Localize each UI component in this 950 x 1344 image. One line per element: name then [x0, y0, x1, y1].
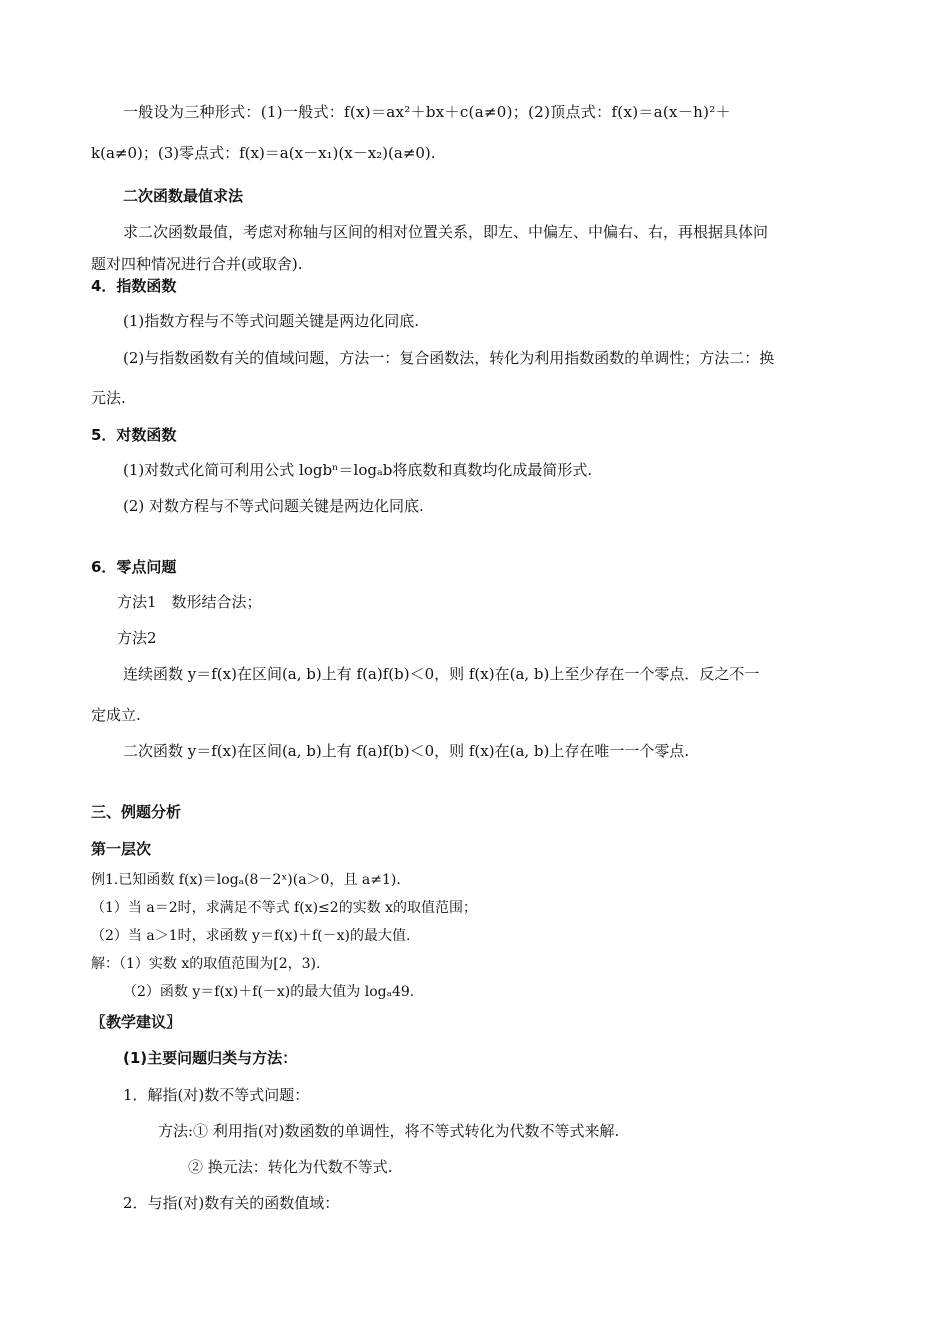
section-heading: 〖教学建议〗 [91, 1013, 182, 1031]
section-heading: (1)主要问题归类与方法： [123, 1049, 298, 1067]
text-line: 定成立. [91, 706, 141, 724]
text-line: （1）当 a＝2时，求满足不等式 f(x)≤2的实数 x的取值范围； [91, 900, 478, 916]
section-heading: 第一层次 [91, 840, 152, 858]
text-line: 求二次函数最值，考虑对称轴与区间的相对位置关系，即左、中偏左、中偏右、右，再根据具体问 [123, 223, 769, 241]
text-line: 解：（1）实数 x的取值范围为[2，3). [91, 956, 321, 972]
text-line: 一般设为三种形式：(1)一般式：f(x)＝ax²＋bx＋c(a≠0)；(2)顶点式：f(x)＝a(x－h)²＋ [123, 103, 731, 121]
text-line: (1)指数方程与不等式问题关键是两边化同底. [123, 312, 420, 330]
text-line: 方法:① 利用指(对)数函数的单调性，将不等式转化为代数不等式来解. [158, 1122, 620, 1140]
text-line: 例1.已知函数 f(x)＝logₐ(8－2ˣ)(a＞0，且 a≠1). [91, 872, 401, 888]
text-line: （2）函数 y＝f(x)＋f(－x)的最大值为 logₐ49. [123, 984, 415, 1000]
text-line: ② 换元法：转化为代数不等式. [188, 1158, 393, 1176]
text-line: （2）当 a＞1时，求函数 y＝f(x)＋f(－x)的最大值. [91, 928, 411, 944]
text-line: 二次函数 y＝f(x)在区间(a, b)上有 f(a)f(b)＜0，则 f(x)在(a, b)上存在唯一一个零点. [123, 742, 690, 760]
text-line: (2)与指数函数有关的值域问题，方法一：复合函数法，转化为利用指数函数的单调性；方法二：换 [123, 349, 775, 367]
text-line: 连续函数 y＝f(x)在区间(a, b)上有 f(a)f(b)＜0，则 f(x)在(a, b)上至少存在一个零点．反之不一 [123, 665, 760, 683]
section-heading: 三、例题分析 [91, 803, 182, 821]
text-line: k(a≠0)；(3)零点式：f(x)＝a(x－x₁)(x－x₂)(a≠0). [91, 144, 436, 162]
text-line: 题对四种情况进行合并(或取舍). [91, 255, 303, 273]
section-heading: 4．指数函数 [91, 277, 177, 295]
section-heading: 6．零点问题 [91, 558, 177, 576]
section-heading: 5．对数函数 [91, 426, 177, 444]
text-line: (2) 对数方程与不等式问题关键是两边化同底. [123, 497, 424, 515]
section-heading: 二次函数最值求法 [123, 187, 244, 205]
text-line: 方法1 数形结合法； [117, 593, 262, 611]
text-line: 1．解指(对)数不等式问题： [123, 1086, 310, 1104]
text-line: 2．与指(对)数有关的函数值域： [123, 1194, 340, 1212]
text-line: 方法2 [117, 629, 157, 647]
text-line: 元法. [91, 389, 126, 407]
text-line: (1)对数式化简可利用公式 logbⁿ＝logₐb将底数和真数均化成最简形式. [123, 461, 593, 479]
